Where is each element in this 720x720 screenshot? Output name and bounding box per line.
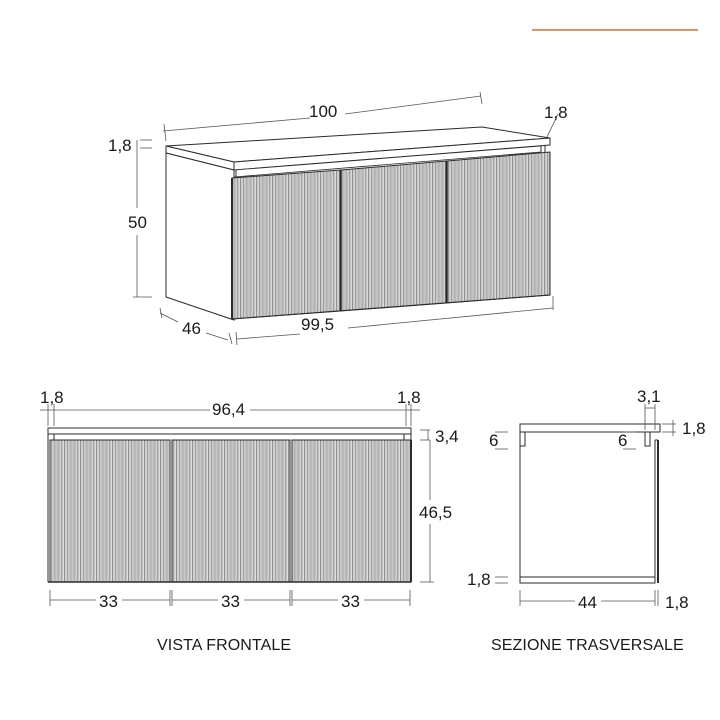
front-door-3 xyxy=(292,440,411,582)
caption-section-view: SEZIONE TRASVERSALE xyxy=(491,637,684,654)
dim-top-gap: 3,4 xyxy=(435,427,459,446)
front-door-1 xyxy=(50,440,170,582)
dim-top-thickness-left: 1,8 xyxy=(108,136,132,155)
dim-top-thickness-right: 1,8 xyxy=(544,103,568,122)
dim-inner-width: 96,4 xyxy=(212,400,246,419)
caption-front-view: VISTA FRONTALE xyxy=(157,637,292,654)
section-view xyxy=(520,424,660,583)
dim-door-width-3: 33 xyxy=(341,592,360,611)
dim-right-side: 1,8 xyxy=(397,388,421,407)
perspective-view xyxy=(166,127,550,320)
dim-left-side: 1,8 xyxy=(40,388,64,407)
dim-back-rail-height: 6 xyxy=(618,431,628,450)
dim-depth: 46 xyxy=(182,319,201,338)
dim-door-width-2: 33 xyxy=(221,592,240,611)
front-door-2 xyxy=(172,440,290,582)
dim-rail-width: 3,1 xyxy=(637,387,661,406)
dim-front-rail-height: 6 xyxy=(489,431,499,450)
dim-section-top-thickness: 1,8 xyxy=(682,419,706,438)
dim-door-height: 46,5 xyxy=(419,503,453,522)
door-3d-3 xyxy=(447,152,550,303)
dim-height: 50 xyxy=(128,213,147,232)
dim-bottom-thickness: 1,8 xyxy=(467,570,491,589)
dim-door-thickness: 1,8 xyxy=(665,593,689,612)
dim-door-width-1: 33 xyxy=(99,592,118,611)
dim-front-width: 99,5 xyxy=(301,315,335,334)
dim-section-depth: 44 xyxy=(578,593,597,612)
door-3d-2 xyxy=(341,161,446,311)
dim-total-width: 100 xyxy=(309,102,338,121)
front-view xyxy=(48,428,411,582)
door-3d-1 xyxy=(232,170,340,319)
